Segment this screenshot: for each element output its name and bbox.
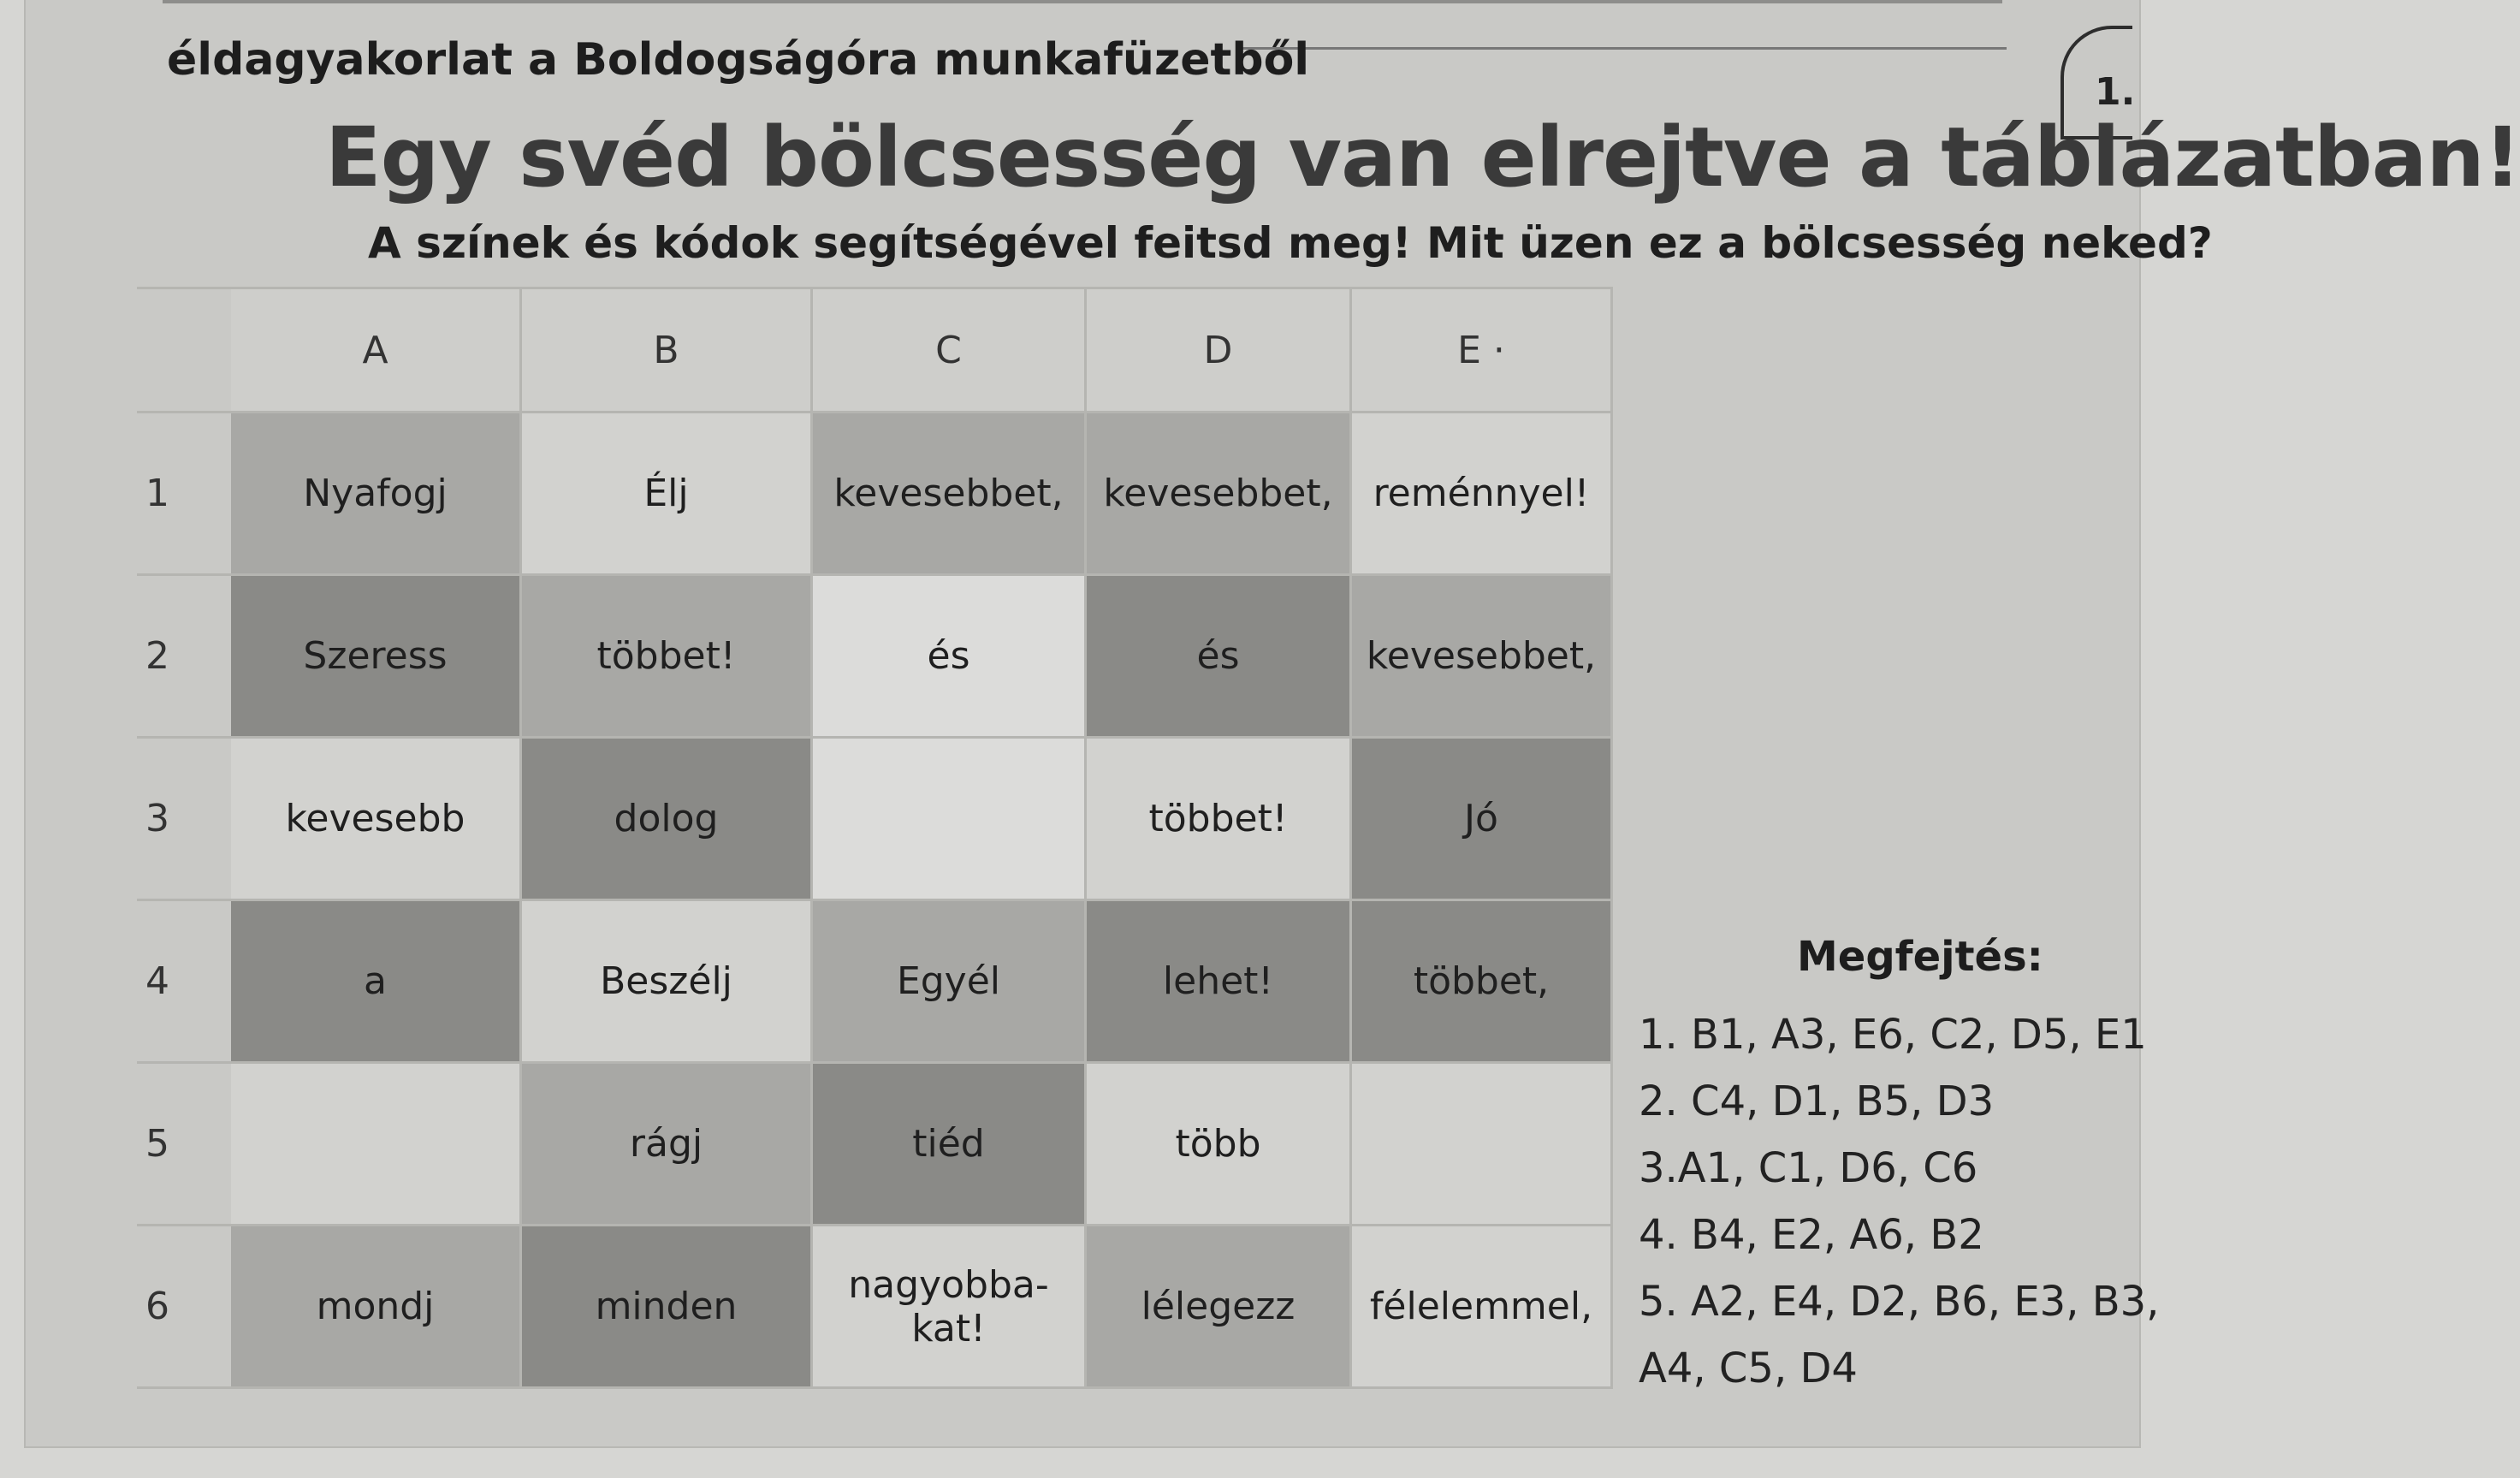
table-cell: Szeress (231, 576, 522, 739)
solution-item: 4. B4, E2, A6, B2 (1639, 1211, 1984, 1259)
solution-item: A4, C5, D4 (1639, 1344, 1858, 1392)
table-cell: többet, (1352, 901, 1613, 1064)
column-header-a: A (231, 289, 522, 413)
table-cell: lehet! (1087, 901, 1352, 1064)
table-cell: kevesebbet, (1352, 576, 1613, 739)
table-cell: Jó (1352, 739, 1613, 901)
worksheet-subtitle: A színek és kódok segítségével feitsd meg! Mit üzen ez a bölcsesség neked? (368, 218, 2213, 268)
table-cell (1352, 1064, 1613, 1226)
column-header-b: B (522, 289, 813, 413)
header-rule (163, 0, 2002, 3)
page-number: 1. (2095, 70, 2136, 114)
table-cell: mondj (231, 1226, 522, 1389)
table-cell: több (1087, 1064, 1352, 1226)
table-cell: nagyobba- kat! (813, 1226, 1087, 1389)
table-cell: és (1087, 576, 1352, 739)
table-cell (813, 739, 1087, 901)
table-cell: Élj (522, 413, 813, 576)
table-cell: kevesebbet, (813, 413, 1087, 576)
table-cell: a (231, 901, 522, 1064)
table-cell: tiéd (813, 1064, 1087, 1226)
row-header-5: 5 (137, 1064, 231, 1226)
solution-heading: Megfejtés: (1797, 933, 2043, 981)
table-cell: lélegezz (1087, 1226, 1352, 1389)
column-header-e: E · (1352, 289, 1613, 413)
row-header-4: 4 (137, 901, 231, 1064)
table-cell: reménnyel! (1352, 413, 1613, 576)
worksheet-page (26, 0, 2520, 1446)
row-header-6: 6 (137, 1226, 231, 1389)
table-cell: kevesebbet, (1087, 413, 1352, 576)
table-cell: félelemmel, (1352, 1226, 1613, 1389)
column-header-c: C (813, 289, 1087, 413)
solution-item: 2. C4, D1, B5, D3 (1639, 1077, 1995, 1125)
table-cell: Egyél (813, 901, 1087, 1064)
solution-item: 1. B1, A3, E6, C2, D5, E1 (1639, 1011, 2147, 1059)
table-cell: dolog (522, 739, 813, 901)
row-header-3: 3 (137, 739, 231, 901)
header-text: éldagyakorlat a Boldogságóra munkafüzetből (167, 34, 1310, 86)
solution-item: 3.A1, C1, D6, C6 (1639, 1144, 1978, 1192)
table-cell: többet! (1087, 739, 1352, 901)
column-header-d: D (1087, 289, 1352, 413)
table-cell (231, 1064, 522, 1226)
row-header-2: 2 (137, 576, 231, 739)
solution-list (1639, 1001, 2159, 1402)
worksheet-title: Egy svéd bölcsesség van elrejtve a táblázatban! (325, 110, 2520, 205)
solution-item: 5. A2, E4, D2, B6, E3, B3, (1639, 1278, 2160, 1326)
table-cell: Beszélj (522, 901, 813, 1064)
table-cell: többet! (522, 576, 813, 739)
header-rule-right (1241, 47, 2007, 50)
table-cell: Nyafogj (231, 413, 522, 576)
puzzle-table (137, 287, 1613, 1389)
table-cell: és (813, 576, 1087, 739)
row-header-1: 1 (137, 413, 231, 576)
table-cell: kevesebb (231, 739, 522, 901)
table-corner (137, 289, 231, 413)
table-cell: minden (522, 1226, 813, 1389)
table-cell: rágj (522, 1064, 813, 1226)
